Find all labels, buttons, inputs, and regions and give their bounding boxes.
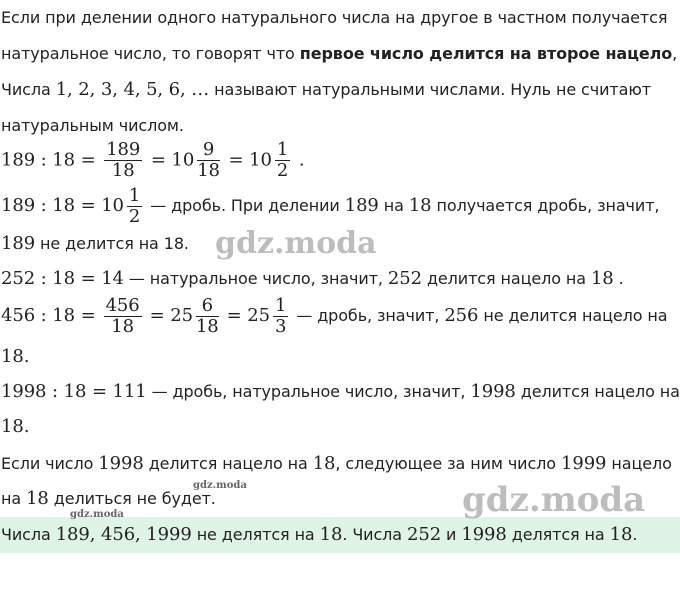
fraction: $\frac{1}{3}$ bbox=[274, 295, 287, 337]
equation-189: 189 : 18 = $\frac{189}{18}$ = 10 $\frac{9}{18}$ = 10 $\frac{1}{2}$ . bbox=[1, 139, 305, 181]
watermark-small: gdz.moda bbox=[193, 480, 247, 491]
watermark-logo: gdz.moda bbox=[462, 480, 646, 520]
paragraph-line: Если при делении одного натурального числа на другое в частном получается bbox=[1, 8, 668, 27]
fraction: $\frac{6}{18}$ bbox=[195, 295, 219, 337]
paragraph-line: Числа 1, 2, 3, 4, 5, 6, … называют натуральными числами. Нуль не считают bbox=[1, 79, 651, 100]
fraction: $\frac{1}{2}$ bbox=[128, 185, 141, 227]
equation-456: 456 : 18 = $\frac{456}{18}$ = 25 $\frac{6}{18}$ = 25 $\frac{1}{3}$ — дробь, значит, 256 не делится нацело на bbox=[1, 295, 668, 337]
fraction: $\frac{1}{2}$ bbox=[276, 139, 289, 181]
paragraph-line: Если число 1998 делится нацело на 18, следующее за ним число 1999 нацело bbox=[1, 453, 672, 474]
equation-189-mixed: 189 : 18 = 10 $\frac{1}{2}$ — дробь. При делении 189 на 18 получается дробь, значит, bbox=[1, 185, 660, 227]
bold-definition: первое число делится на второе нацело bbox=[299, 44, 673, 63]
paragraph-line: 18. bbox=[1, 416, 30, 437]
paragraph-line: 18. bbox=[1, 346, 30, 367]
paragraph-line: на 18 делиться не будет. bbox=[1, 488, 216, 509]
paragraph-line: 189 не делится на 18. bbox=[1, 233, 189, 254]
paragraph-line: натуральное число, то говорят что первое число делится на второе нацело, bbox=[1, 44, 678, 63]
paragraph-line: натуральным числом. bbox=[1, 116, 184, 135]
fraction: $\frac{189}{18}$ bbox=[106, 139, 141, 181]
fraction: $\frac{9}{18}$ bbox=[197, 139, 220, 181]
answer-line: Числа 189, 456, 1999 не делятся на 18. Числа 252 и 1998 делятся на 18. bbox=[1, 524, 638, 545]
watermark-logo: gdz.moda bbox=[215, 226, 377, 261]
equation-1998: 1998 : 18 = 111 — дробь, натуральное число, значит, 1998 делится нацело на bbox=[1, 381, 680, 402]
equation-252: 252 : 18 = 14 — натуральное число, значит, 252 делится нацело на 18 . bbox=[1, 268, 624, 289]
watermark-small: gdz.moda bbox=[70, 509, 124, 520]
fraction: $\frac{456}{18}$ bbox=[105, 295, 140, 337]
